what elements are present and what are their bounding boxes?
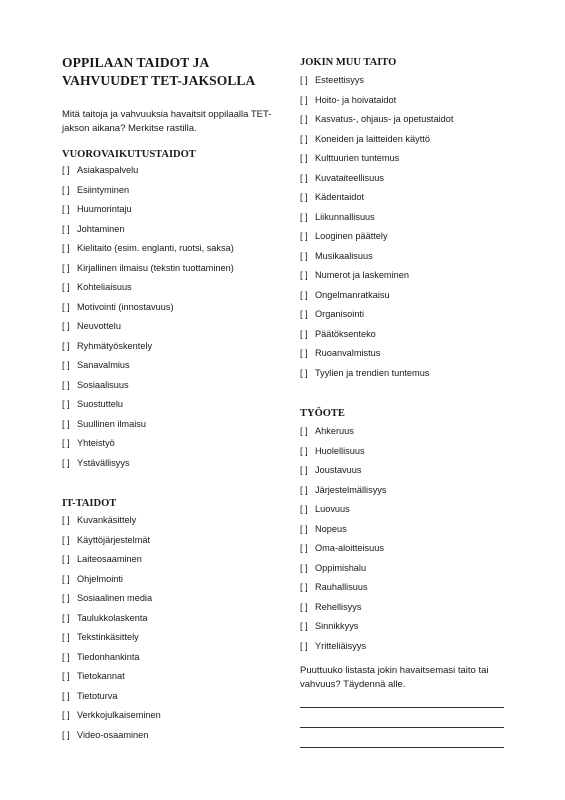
checkbox[interactable]: [ ] — [62, 729, 70, 740]
checklist-item[interactable] — [62, 457, 234, 477]
checklist-item[interactable] — [62, 340, 234, 360]
checklist-item-label: Verkkojulkaiseminen — [77, 710, 161, 720]
checklist-item[interactable] — [62, 631, 161, 651]
intro-text: Mitä taitoja ja vahvuuksia havaitsit oppilaalla TET-jakson aikana? Merkitse rastilla. — [62, 109, 272, 134]
checkbox[interactable]: [ ] — [300, 172, 308, 183]
checklist-item[interactable] — [62, 553, 161, 573]
checklist-item[interactable] — [62, 184, 234, 204]
checkbox[interactable]: [ ] — [300, 601, 308, 612]
checkbox[interactable]: [ ] — [300, 328, 308, 339]
checklist-item[interactable] — [62, 398, 234, 418]
checklist-item-label: Sinnikkyys — [315, 621, 359, 631]
checklist-item[interactable] — [300, 425, 386, 445]
checkbox[interactable]: [ ] — [62, 399, 70, 409]
checklist-item-label: Käyttöjärjestelmät — [77, 534, 151, 545]
answer-line[interactable] — [300, 727, 504, 728]
checklist-item-label: Ahkeruus — [315, 426, 354, 436]
checklist-item[interactable] — [300, 113, 453, 133]
checklist-item[interactable] — [300, 581, 386, 601]
checkbox[interactable]: [ ] — [62, 457, 70, 468]
checklist-item-label: Johtaminen — [77, 223, 125, 234]
checklist-item-label: Kuvataiteellisuus — [315, 172, 384, 183]
checklist-item-label: Kulttuurien tuntemus — [315, 153, 400, 163]
checkbox[interactable]: [ ] — [62, 418, 70, 429]
checklist-item[interactable] — [300, 133, 453, 153]
checkbox[interactable]: [ ] — [62, 690, 70, 701]
checklist-item-label: Sanavalmius — [77, 360, 130, 370]
checkbox[interactable]: [ ] — [300, 289, 308, 300]
checklist-item[interactable] — [62, 379, 234, 399]
checklist-item-label: Päätöksenteko — [315, 328, 376, 339]
checklist-tyoote — [300, 425, 386, 659]
checklist-item[interactable] — [300, 484, 386, 504]
checkbox[interactable]: [ ] — [62, 184, 70, 195]
checkbox[interactable]: [ ] — [300, 523, 308, 534]
checklist-item-label: Huumorintaju — [77, 204, 132, 214]
checkbox[interactable]: [ ] — [300, 192, 308, 202]
checkbox[interactable]: [ ] — [62, 301, 70, 312]
checklist-item[interactable] — [300, 250, 453, 270]
checkbox[interactable]: [ ] — [300, 153, 308, 163]
checkbox[interactable]: [ ] — [300, 211, 308, 222]
checklist-item-label: Laiteosaaminen — [77, 554, 142, 564]
checklist-vuorovaikutus — [62, 164, 234, 476]
checklist-item-label: Hoito- ja hoivataidot — [315, 94, 397, 105]
checkbox[interactable]: [ ] — [300, 250, 308, 261]
checklist-item-label: Liikunnallisuus — [315, 211, 375, 222]
checklist-item-label: Oppimishalu — [315, 562, 367, 573]
checklist-item[interactable] — [300, 347, 453, 367]
checkbox[interactable]: [ ] — [62, 710, 70, 720]
checklist-item-label: Tiedonhankinta — [77, 651, 140, 662]
checklist-item-label: Esiintyminen — [77, 184, 130, 195]
checkbox[interactable]: [ ] — [300, 426, 308, 436]
checklist-item[interactable] — [62, 534, 161, 554]
checklist-item-label: Ongelmanratkaisu — [315, 289, 390, 300]
checklist-item[interactable] — [62, 320, 234, 340]
checklist-item-label: Musikaalisuus — [315, 250, 373, 261]
checklist-item-label: Kielitaito (esim. englanti, ruotsi, saksa) — [77, 243, 234, 253]
checklist-item-label: Looginen päättely — [315, 231, 388, 241]
checklist-item[interactable] — [62, 242, 234, 262]
checkbox[interactable]: [ ] — [62, 282, 70, 292]
checkbox[interactable]: [ ] — [62, 340, 70, 351]
checklist-item[interactable] — [300, 152, 453, 172]
checklist-item[interactable] — [300, 74, 453, 94]
checkbox[interactable]: [ ] — [300, 640, 308, 651]
checklist-item-label: Tyylien ja trendien tuntemus — [315, 367, 430, 378]
checklist-item[interactable] — [300, 464, 386, 484]
checkbox[interactable]: [ ] — [62, 204, 70, 214]
checklist-item[interactable] — [62, 690, 161, 710]
checklist-item-label: Luovuus — [315, 504, 350, 514]
checklist-item[interactable] — [62, 281, 234, 301]
checkbox[interactable]: [ ] — [62, 554, 70, 564]
checkbox[interactable]: [ ] — [62, 243, 70, 253]
checklist-item-label: Huolellisuus — [315, 445, 365, 456]
checkbox[interactable]: [ ] — [300, 562, 308, 573]
checklist-item[interactable] — [62, 418, 234, 438]
checklist-item[interactable] — [300, 503, 386, 523]
checklist-item-label: Asiakaspalvelu — [77, 165, 139, 175]
checkbox[interactable]: [ ] — [300, 309, 308, 319]
checklist-item-label: Joustavuus — [315, 465, 362, 475]
checklist-item[interactable] — [300, 562, 386, 582]
checklist-item-label: Tietokannat — [77, 671, 125, 681]
checkbox[interactable]: [ ] — [62, 671, 70, 681]
checklist-item-label: Järjestelmällisyys — [315, 484, 387, 495]
checklist-item[interactable] — [300, 367, 453, 387]
checkbox[interactable]: [ ] — [62, 515, 70, 525]
checkbox[interactable]: [ ] — [300, 484, 308, 495]
checkbox[interactable]: [ ] — [62, 223, 70, 234]
checklist-item[interactable] — [300, 211, 453, 231]
checklist-item[interactable] — [300, 640, 386, 660]
checklist-item[interactable] — [300, 542, 386, 562]
checklist-item-label: Organisointi — [315, 309, 365, 319]
checkbox[interactable]: [ ] — [300, 543, 308, 553]
checklist-item-label: Ruoanvalmistus — [315, 348, 381, 358]
checklist-item-label: Ystävällisyys — [77, 457, 130, 468]
checklist-item[interactable] — [62, 709, 161, 729]
checkbox[interactable]: [ ] — [62, 165, 70, 175]
checklist-item-label: Esteettisyys — [315, 75, 365, 85]
checklist-item[interactable] — [62, 437, 234, 457]
checkbox[interactable]: [ ] — [62, 534, 70, 545]
checklist-item[interactable] — [300, 230, 453, 250]
checklist-item-label: Rehellisyys — [315, 601, 362, 612]
section-heading-muu: JOKIN MUU TAITO — [300, 57, 397, 68]
checkbox[interactable]: [ ] — [300, 348, 308, 358]
checklist-item-label: Kuvankäsittely — [77, 515, 137, 525]
checkbox[interactable]: [ ] — [300, 445, 308, 456]
checklist-item[interactable] — [62, 670, 161, 690]
checklist-item[interactable] — [62, 612, 161, 632]
checklist-item[interactable] — [62, 729, 161, 749]
checklist-item-label: Ohjelmointi — [77, 573, 123, 584]
checklist-item-label: Kädentaidot — [315, 192, 365, 202]
checklist-item-label: Sosiaalinen media — [77, 593, 153, 603]
checklist-item-label: Ryhmätyöskentely — [77, 340, 153, 351]
checklist-item[interactable] — [300, 269, 453, 289]
checklist-item[interactable] — [300, 523, 386, 543]
checkbox[interactable]: [ ] — [300, 133, 308, 144]
section-heading-vuorovaikutus: VUOROVAIKUTUSTAIDOT — [62, 149, 196, 160]
checklist-item-label: Kasvatus-, ohjaus- ja opetustaidot — [315, 114, 454, 124]
checkbox[interactable]: [ ] — [300, 270, 308, 280]
checklist-item-label: Oma-aloitteisuus — [315, 543, 384, 553]
checklist-item[interactable] — [62, 514, 161, 534]
checkbox[interactable]: [ ] — [300, 75, 308, 85]
checklist-item[interactable] — [300, 191, 453, 211]
checklist-item[interactable] — [62, 203, 234, 223]
checkbox[interactable]: [ ] — [62, 438, 70, 448]
checklist-item[interactable] — [300, 94, 453, 114]
checklist-item-label: Rauhallisuus — [315, 582, 368, 592]
checklist-item[interactable] — [300, 289, 453, 309]
checklist-item[interactable] — [62, 592, 161, 612]
checkbox[interactable]: [ ] — [62, 360, 70, 370]
checklist-item-label: Suostuttelu — [77, 399, 123, 409]
checklist-muu — [300, 74, 453, 386]
checklist-item[interactable] — [300, 308, 453, 328]
checklist-item[interactable] — [62, 651, 161, 671]
checklist-item-label: Tekstinkäsittely — [77, 632, 139, 642]
checkbox[interactable]: [ ] — [62, 262, 70, 273]
checklist-item[interactable] — [62, 301, 234, 321]
checkbox[interactable]: [ ] — [300, 367, 308, 378]
answer-line[interactable] — [300, 707, 504, 708]
checklist-item-label: Koneiden ja laitteiden käyttö — [315, 133, 430, 144]
checkbox[interactable]: [ ] — [62, 612, 70, 623]
checklist-item-label: Suullinen ilmaisu — [77, 418, 146, 429]
checkbox[interactable]: [ ] — [300, 504, 308, 514]
checkbox[interactable]: [ ] — [62, 321, 70, 331]
checklist-item[interactable] — [300, 445, 386, 465]
checklist-item-label: Yhteistyö — [77, 438, 115, 448]
question-text: Puuttuuko listasta jokin havaitsemasi taito tai vahvuus? Täydennä alle. — [300, 665, 489, 690]
section-heading-tyoote: TYÖOTE — [300, 408, 345, 419]
checkbox[interactable]: [ ] — [62, 379, 70, 390]
checklist-item-label: Motivointi (innostavuus) — [77, 301, 174, 312]
section-heading-it: IT-TAIDOT — [62, 498, 117, 509]
checklist-item-label: Tietoturva — [77, 690, 118, 701]
checklist-item[interactable] — [300, 601, 386, 621]
checklist-item-label: Numerot ja laskeminen — [315, 270, 409, 280]
checklist-item-label: Kirjallinen ilmaisu (tekstin tuottaminen) — [77, 262, 234, 273]
checklist-item-label: Video-osaaminen — [77, 729, 149, 740]
checklist-item[interactable] — [62, 573, 161, 593]
checkbox[interactable]: [ ] — [62, 573, 70, 584]
checklist-it — [62, 514, 161, 748]
checkbox[interactable]: [ ] — [300, 621, 308, 631]
checklist-item[interactable] — [62, 164, 234, 184]
checklist-item[interactable] — [62, 359, 234, 379]
checklist-item-label: Neuvottelu — [77, 321, 121, 331]
checklist-item[interactable] — [62, 262, 234, 282]
checklist-item[interactable] — [300, 328, 453, 348]
checklist-item[interactable] — [300, 620, 386, 640]
checkbox[interactable]: [ ] — [62, 593, 70, 603]
checkbox[interactable]: [ ] — [62, 632, 70, 642]
checklist-item[interactable] — [62, 223, 234, 243]
checklist-item-label: Sosiaalisuus — [77, 379, 129, 390]
checkbox[interactable]: [ ] — [300, 582, 308, 592]
checkbox[interactable]: [ ] — [300, 114, 308, 124]
checkbox[interactable]: [ ] — [300, 94, 308, 105]
checklist-item-label: Taulukkolaskenta — [77, 612, 148, 623]
checklist-item-label: Yritteliäisyys — [315, 640, 367, 651]
checklist-item-label: Kohteliaisuus — [77, 282, 132, 292]
checklist-item[interactable] — [300, 172, 453, 192]
answer-line[interactable] — [300, 747, 504, 748]
checklist-item-label: Nopeus — [315, 523, 347, 534]
checkbox[interactable]: [ ] — [62, 651, 70, 662]
page-title: OPPILAAN TAIDOT JA VAHVUUDET TET-JAKSOLLA — [62, 55, 256, 88]
checkbox[interactable]: [ ] — [300, 465, 308, 475]
checkbox[interactable]: [ ] — [300, 231, 308, 241]
